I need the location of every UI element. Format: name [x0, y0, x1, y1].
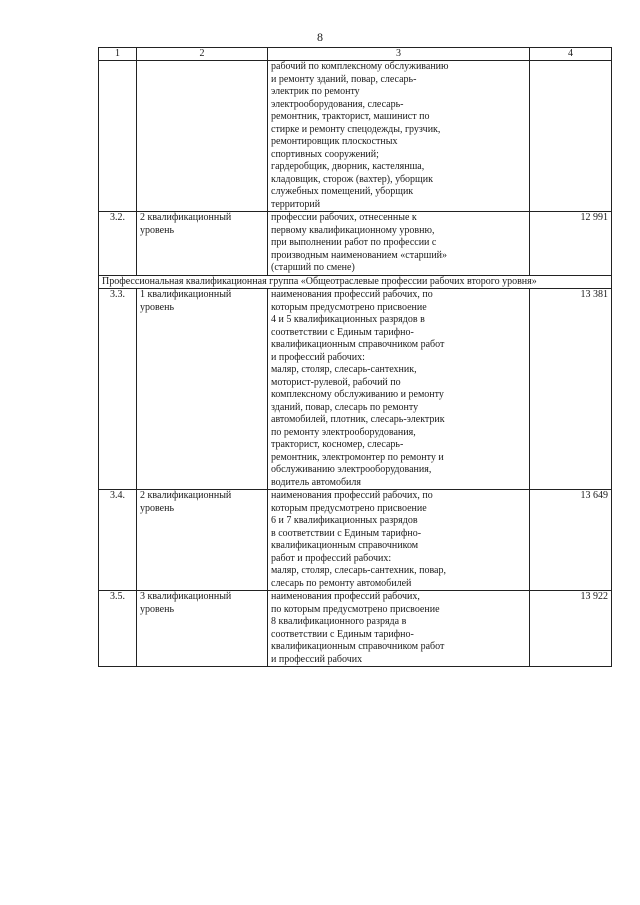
description-line: служебных помещений, уборщик: [271, 186, 414, 197]
profession-description: [268, 490, 530, 591]
description-line: территорий: [271, 198, 321, 210]
qualification-level: 2 квалификационный уровень: [137, 490, 268, 591]
description-line: и профессий рабочих:: [271, 351, 365, 363]
description-line: ремонтник, электромонтер по ремонту и: [271, 451, 444, 463]
column-header-4: 4: [530, 48, 612, 61]
description-line: зданий, повар, слесарь по ремонту: [271, 401, 419, 413]
description-line: стирке и ремонту спецодежды, грузчик,: [271, 123, 441, 135]
group-heading: Профессиональная квалификационная группа «Общеотраслевые профессии рабочих второго уровня»: [99, 275, 612, 289]
page-number: 8: [317, 30, 323, 44]
table-row: [99, 212, 612, 276]
table-row: [99, 591, 612, 667]
row-number: [99, 61, 137, 212]
description-line: наименования профессий рабочих, по: [271, 289, 433, 300]
description-line: по которым предусмотрено присвоение: [271, 603, 440, 615]
description-line: автомобилей, плотник, слесарь-электрик: [271, 414, 445, 425]
description-line: спортивных сооружений;: [271, 148, 379, 160]
description-line: профессии рабочих, отнесенные к: [271, 212, 417, 223]
description-line: и профессий рабочих: [271, 653, 363, 665]
profession-description: [268, 212, 530, 276]
table-row: [99, 490, 612, 591]
qualification-table: [98, 47, 612, 667]
description-line: маляр, столяр, слесарь-сантехник, повар,: [271, 565, 446, 576]
column-header-1: 1: [99, 48, 137, 61]
row-number: 3.5.: [99, 591, 137, 667]
qualification-level: 1 квалификационный уровень: [137, 289, 268, 490]
description-line: наименования профессий рабочих, по: [271, 490, 433, 501]
profession-description: [268, 289, 530, 490]
table-body: [99, 61, 612, 667]
description-line: при выполнении работ по профессии с: [271, 237, 437, 248]
profession-description: [268, 591, 530, 667]
row-number: 3.3.: [99, 289, 137, 490]
description-line: рабочий по комплексному обслуживанию: [271, 61, 449, 72]
description-line: обслуживанию электрооборудования,: [271, 464, 432, 475]
table-header-row: [99, 48, 612, 61]
description-line: квалификационным справочником работ: [271, 339, 445, 350]
description-line: в соответствии с Единым тарифно-: [271, 527, 422, 539]
qualification-level: [137, 61, 268, 212]
column-header-2: 2: [137, 48, 268, 61]
description-line: ремонтировщик плоскостных: [271, 136, 398, 147]
table-row: [99, 289, 612, 490]
description-line: которым предусмотрено присвоение: [271, 502, 427, 514]
description-line: по ремонту электрооборудования,: [271, 426, 416, 438]
description-line: квалификационным справочником: [271, 540, 419, 551]
row-number: 3.2.: [99, 212, 137, 276]
profession-description: [268, 61, 530, 212]
description-line: комплексному обслуживанию и ремонту: [271, 389, 444, 400]
qualification-level: 2 квалификационный уровень: [137, 212, 268, 276]
description-line: 8 квалификационного разряда в: [271, 616, 407, 627]
description-line: соответствии с Единым тарифно-: [271, 628, 414, 640]
description-line: 4 и 5 квалификационных разрядов в: [271, 314, 425, 325]
description-line: соответствии с Единым тарифно-: [271, 326, 414, 338]
salary-value: 13 649: [530, 490, 612, 591]
salary-value: 12 991: [530, 212, 612, 276]
description-line: гардеробщик, дворник, кастелянша,: [271, 161, 425, 172]
row-number: 3.4.: [99, 490, 137, 591]
description-line: наименования профессий рабочих,: [271, 591, 420, 602]
salary-value: 13 922: [530, 591, 612, 667]
description-line: кладовщик, сторож (вахтер), уборщик: [271, 173, 433, 185]
description-line: электрик по ремонту: [271, 86, 360, 97]
description-line: слесарь по ремонту автомобилей: [271, 577, 412, 589]
salary-value: 13 381: [530, 289, 612, 490]
table-row: [99, 61, 612, 212]
description-line: (старший по смене): [271, 262, 355, 273]
description-line: и ремонту зданий, повар, слесарь-: [271, 73, 417, 85]
description-line: ремонтник, тракторист, машинист по: [271, 111, 430, 122]
description-line: тракторист, косномер, слесарь-: [271, 439, 404, 450]
qualification-level: 3 квалификационный уровень: [137, 591, 268, 667]
description-line: которым предусмотрено присвоение: [271, 301, 427, 313]
description-line: работ и профессий рабочих:: [271, 552, 392, 564]
description-line: квалификационным справочником работ: [271, 641, 445, 652]
description-line: 6 и 7 квалификационных разрядов: [271, 515, 418, 526]
description-line: водитель автомобиля: [271, 476, 361, 488]
description-line: моторист-рулевой, рабочий по: [271, 376, 401, 388]
description-line: маляр, столяр, слесарь-сантехник,: [271, 364, 417, 375]
description-line: производным наименованием «старший»: [271, 249, 448, 261]
salary-value: [530, 61, 612, 212]
description-line: электрооборудования, слесарь-: [271, 98, 404, 110]
description-line: первому квалификационному уровню,: [271, 224, 435, 236]
group-heading-row: [99, 275, 612, 289]
column-header-3: 3: [268, 48, 530, 61]
